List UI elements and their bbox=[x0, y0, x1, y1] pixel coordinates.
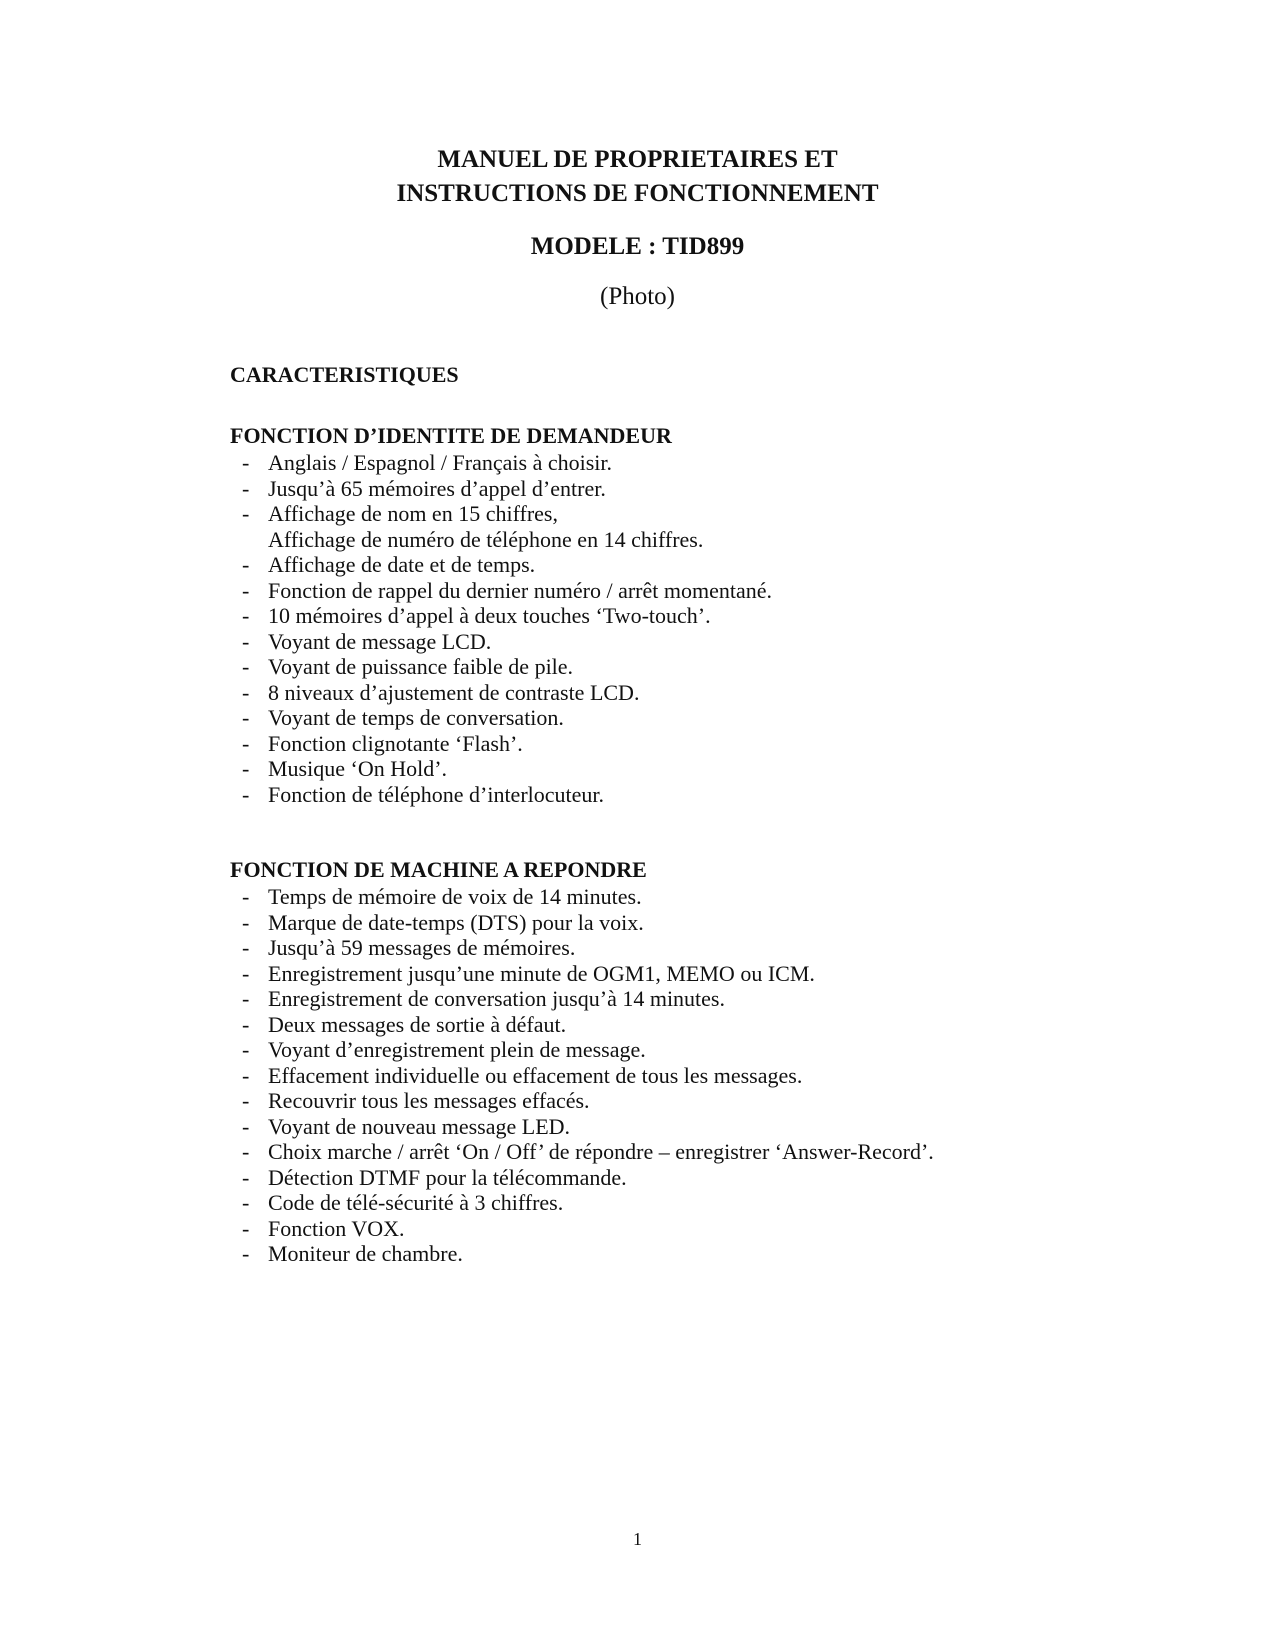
bullet-dash: - bbox=[242, 679, 250, 705]
list-item-text: Jusqu’à 65 mémoires d’appel d’entrer. bbox=[268, 475, 606, 501]
list-item bbox=[230, 1165, 934, 1191]
bullet-dash: - bbox=[242, 730, 250, 756]
list-item-text: Affichage de date et de temps. bbox=[268, 552, 536, 577]
list-item bbox=[230, 1088, 934, 1114]
list-item bbox=[230, 629, 772, 655]
bullet-dash: - bbox=[242, 1062, 250, 1088]
list-item bbox=[230, 1139, 934, 1165]
list-item-text: Fonction VOX. bbox=[268, 1215, 405, 1241]
bullet-dash: - bbox=[242, 1164, 250, 1190]
list-item-text: Fonction de rappel du dernier numéro / arrêt momentané. bbox=[268, 577, 772, 603]
bullet-dash: - bbox=[242, 628, 250, 654]
list-item bbox=[230, 756, 772, 782]
list-item-text: Anglais / Espagnol / Français à choisir. bbox=[268, 450, 612, 475]
list-item-text: Voyant de message LCD. bbox=[268, 628, 492, 654]
list-item-text: Affichage de numéro de téléphone en 14 chiffres. bbox=[268, 526, 704, 552]
list-item-text: Effacement individuelle ou effacement de tous les messages. bbox=[268, 1062, 803, 1088]
list-item-text: Affichage de nom en 15 chiffres, bbox=[268, 501, 558, 526]
bullet-dash: - bbox=[242, 781, 250, 807]
bullet-dash: - bbox=[242, 935, 250, 960]
bullet-dash: - bbox=[242, 1215, 250, 1241]
bullet-dash: - bbox=[242, 1190, 250, 1215]
list-item-text: Enregistrement jusqu’une minute de OGM1, MEMO ou ICM. bbox=[268, 960, 815, 986]
list-item-text: Code de télé-sécurité à 3 chiffres. bbox=[268, 1190, 564, 1215]
list-item bbox=[230, 731, 772, 757]
model-heading: MODELE : TID899 bbox=[530, 233, 745, 260]
bullet-dash: - bbox=[242, 654, 250, 679]
list-item-text: Fonction de téléphone d’interlocuteur. bbox=[268, 781, 605, 807]
list-item bbox=[230, 935, 934, 961]
list-item bbox=[230, 578, 772, 604]
list-item bbox=[230, 603, 772, 629]
section-heading-caller-id: FONCTION D’IDENTITE DE DEMANDEUR bbox=[230, 423, 672, 448]
caller-id-feature-list bbox=[230, 450, 772, 807]
bullet-dash: - bbox=[242, 501, 250, 526]
list-item bbox=[230, 450, 772, 476]
list-item-text: Voyant de nouveau message LED. bbox=[268, 1113, 571, 1139]
bullet-dash: - bbox=[242, 1139, 250, 1164]
list-item-text: Temps de mémoire de voix de 14 minutes. bbox=[268, 884, 642, 909]
list-item bbox=[230, 705, 772, 731]
list-item-text: Voyant de temps de conversation. bbox=[268, 705, 564, 730]
bullet-dash: - bbox=[242, 986, 250, 1011]
photo-placeholder: (Photo) bbox=[600, 283, 675, 310]
list-item-text: Voyant de puissance faible de pile. bbox=[268, 654, 574, 679]
list-item-text: Fonction clignotante ‘Flash’. bbox=[268, 730, 523, 756]
bullet-dash: - bbox=[242, 475, 250, 501]
bullet-dash: - bbox=[242, 705, 250, 730]
list-item bbox=[230, 476, 772, 502]
list-item bbox=[230, 680, 772, 706]
bullet-dash: - bbox=[242, 603, 250, 628]
list-item-text: Deux messages de sortie à défaut. bbox=[268, 1011, 567, 1037]
list-item-text: 8 niveaux d’ajustement de contraste LCD. bbox=[268, 679, 640, 705]
bullet-dash: - bbox=[242, 1037, 250, 1062]
bullet-dash: - bbox=[242, 884, 250, 909]
list-item bbox=[230, 961, 934, 987]
bullet-dash: - bbox=[242, 909, 250, 935]
answering-machine-feature-list bbox=[230, 884, 934, 1267]
list-item-text: Détection DTMF pour la télécommande. bbox=[268, 1164, 627, 1190]
list-item bbox=[230, 552, 772, 578]
bullet-dash: - bbox=[242, 1113, 250, 1139]
bullet-dash: - bbox=[242, 577, 250, 603]
list-item bbox=[230, 1037, 934, 1063]
list-item bbox=[230, 1063, 934, 1089]
list-item-text: 10 mémoires d’appel à deux touches ‘Two-touch’. bbox=[268, 603, 711, 628]
list-item bbox=[230, 1114, 934, 1140]
section-heading-answering-machine: FONCTION DE MACHINE A REPONDRE bbox=[230, 857, 647, 882]
list-item bbox=[230, 1216, 934, 1242]
list-item-text: Recouvrir tous les messages effacés. bbox=[268, 1088, 590, 1113]
list-item bbox=[230, 654, 772, 680]
bullet-dash: - bbox=[242, 552, 250, 577]
bullet-dash: - bbox=[242, 960, 250, 986]
section-heading-caracteristiques: CARACTERISTIQUES bbox=[230, 362, 459, 387]
bullet-dash: - bbox=[242, 756, 250, 781]
list-item-text: Choix marche / arrêt ‘On / Off’ de répondre – enregistrer ‘Answer-Record’. bbox=[268, 1139, 934, 1164]
list-item bbox=[230, 782, 772, 808]
bullet-dash: - bbox=[242, 1088, 250, 1113]
list-item bbox=[230, 910, 934, 936]
bullet-dash: - bbox=[242, 1241, 250, 1266]
list-item bbox=[230, 501, 772, 552]
list-item-text: Voyant d’enregistrement plein de message. bbox=[268, 1037, 646, 1062]
list-item bbox=[230, 986, 934, 1012]
document-title-line-2: INSTRUCTIONS DE FONCTIONNEMENT bbox=[396, 180, 879, 207]
page-number: 1 bbox=[633, 1529, 642, 1549]
list-item bbox=[230, 884, 934, 910]
list-item-text: Moniteur de chambre. bbox=[268, 1241, 463, 1266]
bullet-dash: - bbox=[242, 1011, 250, 1037]
document-title-line-1: MANUEL DE PROPRIETAIRES ET bbox=[437, 146, 838, 173]
list-item-text: Enregistrement de conversation jusqu’à 14 minutes. bbox=[268, 986, 725, 1011]
list-item bbox=[230, 1012, 934, 1038]
bullet-dash: - bbox=[242, 450, 250, 475]
list-item bbox=[230, 1190, 934, 1216]
list-item-text: Marque de date-temps (DTS) pour la voix. bbox=[268, 909, 644, 935]
list-item-text: Jusqu’à 59 messages de mémoires. bbox=[268, 935, 576, 960]
list-item-text: Musique ‘On Hold’. bbox=[268, 756, 448, 781]
list-item bbox=[230, 1241, 934, 1267]
